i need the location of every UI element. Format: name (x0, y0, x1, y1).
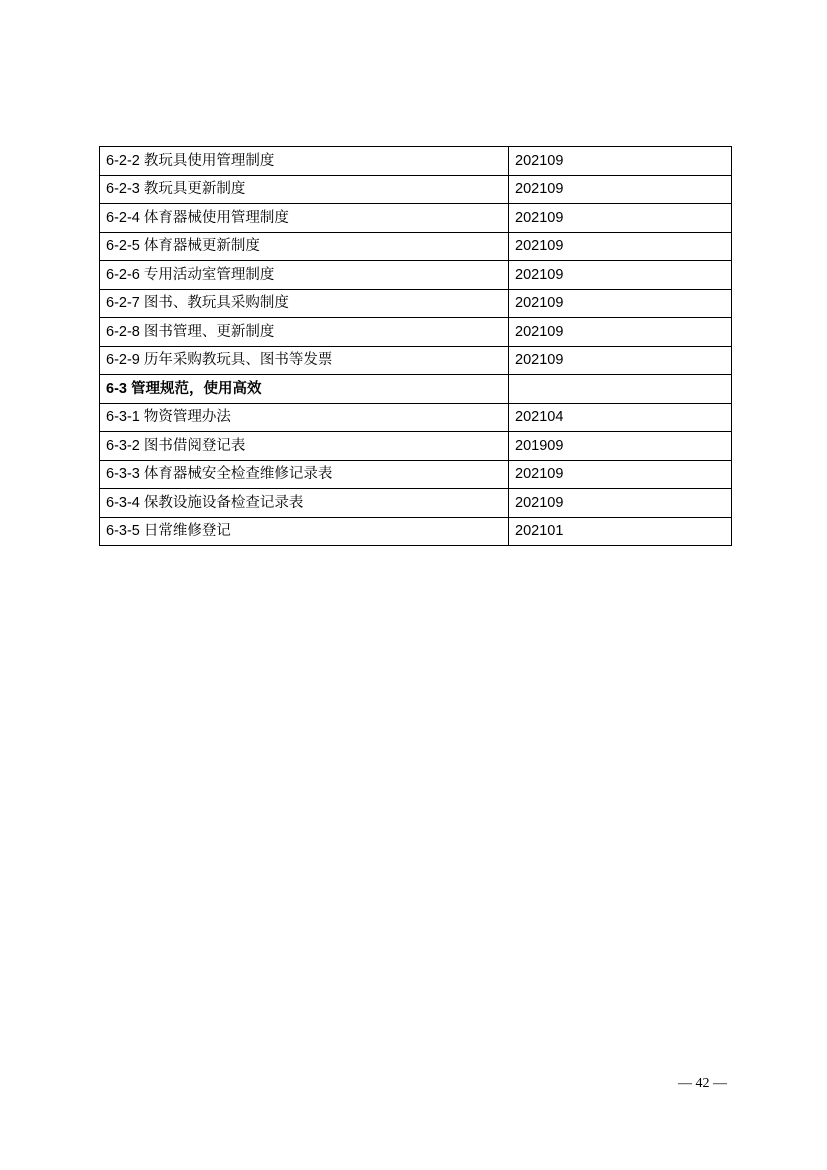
table-row (100, 175, 732, 204)
item-code: 6-2-6 (106, 266, 140, 283)
table-row (100, 147, 732, 176)
item-title: 图书管理、更新制度 (143, 323, 275, 340)
date-cell: 202109 (509, 147, 732, 176)
date-cell: 202109 (509, 232, 732, 261)
item-title: 历年采购教玩具、图书等发票 (143, 352, 333, 368)
item-cell (100, 289, 509, 318)
item-title: 体育器械更新制度 (143, 238, 260, 254)
item-title: 体育器械安全检查维修记录表 (143, 466, 333, 482)
date-cell: 202109 (509, 261, 732, 290)
page-number: — 42 — (678, 1076, 727, 1091)
item-cell (100, 175, 509, 204)
item-cell (100, 346, 509, 375)
date-cell (509, 375, 732, 404)
item-cell (100, 517, 509, 546)
item-code: 6-3-3 (106, 466, 140, 482)
item-code: 6-3-1 (106, 409, 140, 425)
item-cell (100, 147, 509, 176)
date-cell: 202109 (509, 460, 732, 489)
item-cell (100, 261, 509, 290)
table-row (100, 289, 732, 318)
item-cell (100, 460, 509, 489)
table-row (100, 204, 732, 233)
date-cell: 202109 (509, 289, 732, 318)
table-row (100, 489, 732, 518)
archive-table-body (100, 147, 732, 546)
date-cell: 202101 (509, 517, 732, 546)
date-cell: 202109 (509, 346, 732, 375)
date-cell: 202104 (509, 403, 732, 432)
item-title: 教玩具使用管理制度 (143, 152, 275, 169)
table-row (100, 517, 732, 546)
table-row (100, 460, 732, 489)
item-cell (100, 204, 509, 233)
item-code: 6-2-9 (106, 352, 140, 368)
item-code: 6-2-3 (106, 181, 140, 197)
item-code: 6-2-5 (106, 238, 140, 254)
item-title: 图书借阅登记表 (143, 437, 246, 454)
archive-table (99, 146, 732, 546)
date-cell: 202109 (509, 489, 732, 518)
item-title: 物资管理办法 (143, 409, 231, 425)
table-row (100, 232, 732, 261)
item-code: 6-2-4 (106, 209, 140, 226)
date-cell: 202109 (509, 175, 732, 204)
date-cell: 202109 (509, 318, 732, 347)
table-row (100, 346, 732, 375)
item-title: 体育器械使用管理制度 (143, 209, 289, 226)
item-title: 保教设施设备检查记录表 (143, 494, 304, 511)
table-row (100, 403, 732, 432)
item-title: 日常维修登记 (143, 523, 231, 539)
item-cell (100, 318, 509, 347)
item-code: 6-2-7 (106, 295, 140, 311)
item-code: 6-2-2 (106, 152, 140, 169)
section-row (100, 375, 732, 404)
item-code: 6-3-5 (106, 523, 140, 539)
table-row (100, 318, 732, 347)
item-cell (100, 432, 509, 461)
item-cell (100, 375, 509, 404)
item-title: 教玩具更新制度 (143, 181, 246, 197)
table-row (100, 261, 732, 290)
item-title: 管理规范，使用高效 (130, 380, 262, 397)
item-code: 6-2-8 (106, 323, 140, 340)
item-code: 6-3-2 (106, 437, 140, 454)
date-cell: 202109 (509, 204, 732, 233)
table-row (100, 432, 732, 461)
date-cell: 201909 (509, 432, 732, 461)
item-title: 专用活动室管理制度 (143, 266, 275, 283)
item-cell (100, 232, 509, 261)
item-code: 6-3-4 (106, 494, 140, 511)
item-title: 图书、教玩具采购制度 (143, 295, 289, 311)
item-code: 6-3 (106, 380, 127, 397)
item-cell (100, 489, 509, 518)
item-cell (100, 403, 509, 432)
